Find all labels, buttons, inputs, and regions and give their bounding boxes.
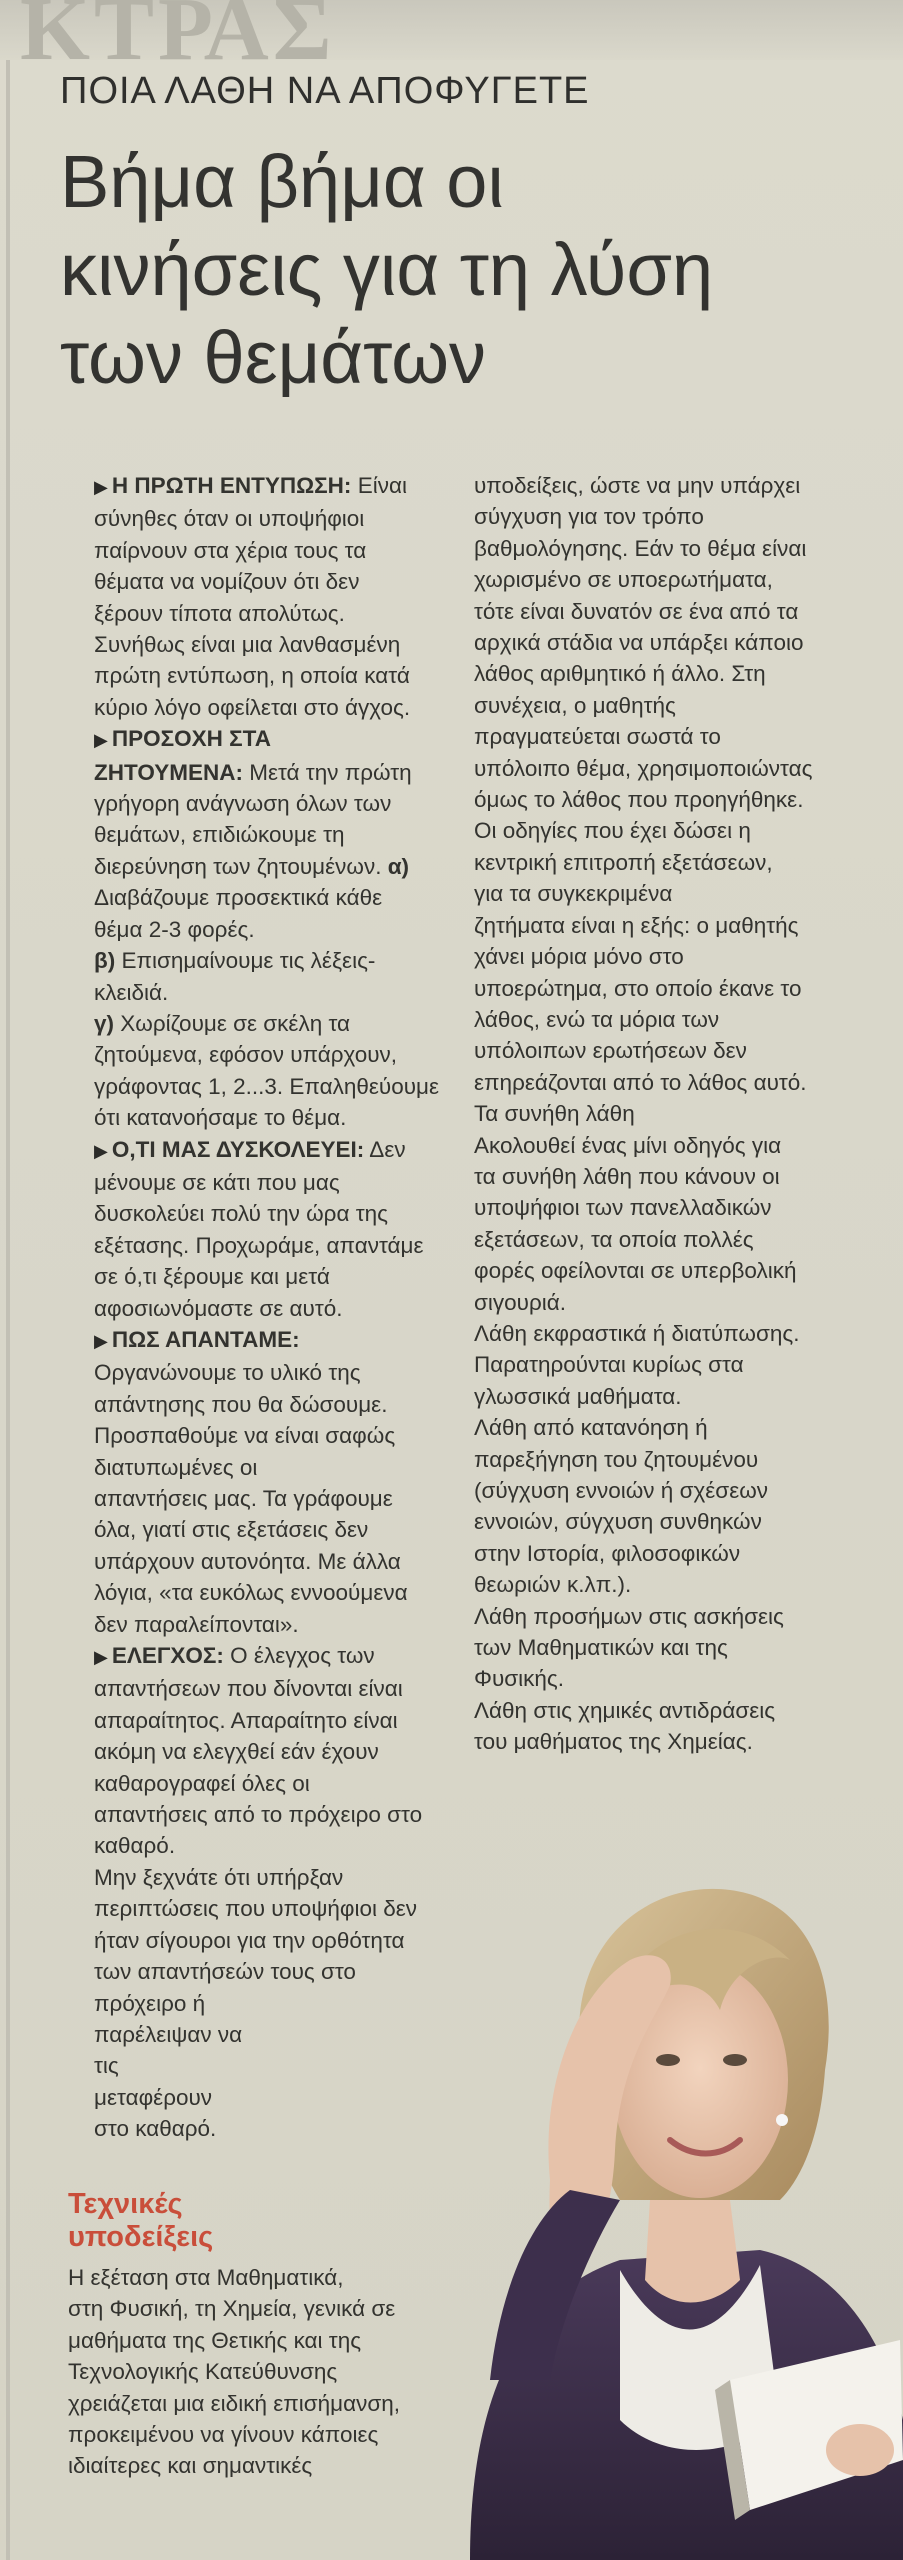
text-line: απαντήσεις μας. Τα γράφουμε	[94, 1486, 393, 1511]
text-line: στη Φυσική, τη Χημεία, γενικά σε	[68, 2296, 396, 2322]
student-photo	[430, 1820, 903, 2560]
paragraph-lead: ΠΩΣ ΑΠΑΝΤΑΜΕ:	[111, 1326, 300, 1352]
text-line: (σύγχυση εννοιών ή σχέσεων	[474, 1478, 769, 1503]
paragraph-check	[66, 1640, 446, 1673]
kicker: ΠΟΙΑ ΛΑΘΗ ΝΑ ΑΠΟΦΥΓΕΤΕ	[60, 70, 590, 112]
text-line: Λάθη από κατανόηση ή	[474, 1415, 708, 1441]
text-line: ήταν σίγουροι για την ορθότητα	[94, 1927, 405, 1953]
text-line: όμως το λάθος που προηγήθηκε.	[474, 787, 804, 813]
text-line: κύριο λόγο οφείλεται στο άγχος.	[94, 694, 411, 720]
previous-page-bleed	[0, 0, 903, 60]
paragraph-attention	[66, 723, 446, 756]
text-line: ζητήματα είναι η εξής: ο μαθητής	[474, 912, 799, 938]
text-line: Παρατηρούνται κυρίως στα	[474, 1352, 744, 1378]
paragraph-lead: ΖΗΤΟΥΜΕΝΑ:	[94, 759, 243, 785]
text-line: Οργανώνουμε το υλικό της	[94, 1360, 361, 1386]
text-line: υποερώτημα, στο οποίο έκανε το	[474, 975, 802, 1001]
text-line: στην Ιστορία, φιλοσοφικών	[474, 1540, 741, 1566]
triangle-bullet-icon: ▶	[94, 1330, 108, 1351]
text-line: του μαθήματος της Χημείας.	[474, 1729, 753, 1755]
text-line	[66, 851, 446, 882]
triangle-bullet-icon: ▶	[94, 730, 108, 751]
text-line: χάνει μόρια μόνο στο	[474, 944, 684, 970]
headline	[60, 138, 840, 402]
text-line: Τα συνήθη λάθη	[474, 1101, 635, 1127]
text-line: για τα συγκεκριμένα	[474, 881, 673, 907]
text-line: καθαρό.	[94, 1833, 176, 1859]
text-line: υπόλοιπο θέμα, χρησιμοποιώντας	[474, 755, 813, 781]
headline-line: κινήσεις για τη λύση	[60, 228, 714, 311]
text-line: Οι οδηγίες που έχει δώσει η	[474, 818, 751, 844]
text-line: μαθήματα της Θετικής και της	[68, 2327, 362, 2353]
section-body	[68, 2262, 488, 2482]
triangle-bullet-icon: ▶	[94, 477, 108, 497]
paragraph-first-impression	[66, 470, 446, 503]
text-line: διατυπωμένες οι	[94, 1454, 258, 1480]
headline-line: Βήμα βήμα οι	[60, 140, 504, 223]
text-line: καθαρογραφεί όλες οι	[94, 1770, 310, 1796]
paragraph-lead: Ο,ΤΙ ΜΑΣ ΔΥΣΚΟΛΕΥΕΙ:	[111, 1136, 365, 1162]
section-title-line: Τεχνικές	[68, 2188, 183, 2220]
headline-line: των θεμάτων	[60, 316, 487, 399]
text-line: δυσκολεύει πολύ την ώρα της	[94, 1201, 388, 1227]
text-line: λάθος αριθμητικό ή άλλο. Στη	[474, 661, 766, 687]
text-line: πρόχειρο ή	[94, 1990, 206, 2016]
text-line: υπάρχουν αυτονόητα. Με άλλα	[94, 1548, 401, 1574]
text-line: Τεχνολογικής Κατεύθυνσης	[68, 2359, 338, 2385]
left-column	[66, 470, 446, 2145]
text-line: Η εξέταση στα Μαθηματικά,	[68, 2265, 344, 2290]
text-line: προκειμένου να γίνουν κάποιες	[68, 2422, 379, 2448]
text-line: παρέλειψαν να	[94, 2021, 243, 2047]
text-line: των απαντήσεών τους στο	[94, 1959, 356, 1985]
text-line: Ο έλεγχος των	[223, 1643, 375, 1669]
text-line: Επισημαίνουμε τις λέξεις-	[115, 948, 376, 974]
fold-shadow	[6, 60, 10, 2560]
text-line	[66, 757, 446, 788]
text-line: περιπτώσεις που υποψήφιοι δεν	[94, 1896, 418, 1922]
text-line: Συνήθως είναι μια λανθασμένη	[94, 632, 401, 658]
text-line: των Μαθηματικών και της	[474, 1635, 728, 1661]
text-line: γρήγορη ανάγνωση όλων των	[94, 791, 392, 817]
text-line: παρεξήγηση του ζητουμένου	[474, 1446, 759, 1472]
triangle-bullet-icon: ▶	[94, 1140, 108, 1161]
text-line: σε ό,τι ξέρουμε και μετά	[94, 1264, 330, 1290]
text-line: εννοιών, σύγχυση συνθηκών	[474, 1509, 762, 1535]
text-line: παίρνουν στα χέρια τους τα	[94, 537, 367, 563]
text-line: σύνηθες όταν οι υποψήφιοι	[94, 506, 365, 532]
text-line: Φυσικής.	[474, 1666, 564, 1692]
text-line: ακόμη να ελεγχθεί εάν έχουν	[94, 1739, 379, 1765]
text-line: δεν παραλείπονται».	[94, 1611, 299, 1637]
text-line: διερεύνηση των ζητουμένων.	[94, 853, 382, 879]
text-line: εξέτασης. Προχωράμε, απαντάμε	[94, 1232, 424, 1258]
text-line: Λάθη προσήμων στις ασκήσεις	[474, 1603, 784, 1629]
text-line: θέμα 2-3 φορές.	[94, 916, 255, 942]
paragraph-how-we-answer	[66, 1324, 446, 1357]
text-line: σύγχυση για τον τρόπο	[474, 504, 704, 530]
text-line: Μετά την πρώτη	[242, 759, 412, 785]
triangle-bullet-icon: ▶	[94, 1647, 108, 1668]
text-line: θεωριών κ.λπ.).	[474, 1572, 632, 1598]
text-line: θέματα να νομίζουν ότι δεν	[94, 569, 360, 595]
text-line: Δεν	[364, 1136, 406, 1162]
text-line	[66, 1008, 446, 1039]
text-line: πρώτη εντύπωση, η οποία κατά	[94, 663, 410, 689]
text-line: σιγουριά.	[474, 1289, 567, 1315]
text-line: ζητούμενα, εφόσον υπάρχουν,	[94, 1042, 398, 1068]
section-title	[68, 2188, 213, 2254]
text-line: τις	[94, 2053, 119, 2079]
text-line: θεμάτων, επιδιώκουμε τη	[94, 822, 345, 848]
text-line: κλειδιά.	[94, 979, 169, 1005]
text-line: εξετάσεων, τα οποία πολλές	[474, 1226, 754, 1252]
text-line: ιδιαίτερες και σημαντικές	[68, 2453, 313, 2479]
text-line: υπόλοιπων ερωτήσεων δεν	[474, 1038, 747, 1064]
text-line: αφοσιωνόμαστε σε αυτό.	[94, 1295, 343, 1321]
list-marker: β)	[94, 948, 116, 974]
text-line: τα συνήθη λάθη που κάνουν οι	[474, 1163, 780, 1189]
text-line: Λάθη εκφραστικά ή διατύπωσης.	[474, 1320, 800, 1346]
text-line: Προσπαθούμε να είναι σαφώς	[94, 1423, 396, 1449]
paragraph-lead: Η ΠΡΩΤΗ ΕΝΤΥΠΩΣΗ:	[111, 473, 352, 498]
text-line: όλα, γιατί στις εξετάσεις δεν	[94, 1517, 369, 1543]
paragraph-difficulty	[66, 1134, 446, 1167]
text-line: ξέρουν τίποτα απολύτως.	[94, 600, 345, 626]
text-line: επηρεάζονται από το λάθος αυτό.	[474, 1069, 807, 1095]
text-line: φορές οφείλονται σε υπερβολική	[474, 1258, 797, 1284]
text-line: συνέχεια, ο μαθητής	[474, 692, 676, 718]
section-title-line: υποδείξεις	[68, 2221, 214, 2253]
text-line: πραγματεύεται σωστά το	[474, 724, 721, 750]
text-line: τότε είναι δυνατόν σε ένα από τα	[474, 598, 799, 624]
text-line: ότι κατανοήσαμε το θέμα.	[94, 1105, 347, 1131]
text-line: υποδείξεις, ώστε να μην υπάρχει	[474, 473, 801, 498]
text-line: μένουμε σε κάτι που μας	[94, 1169, 340, 1195]
text-line: γλωσσικά μαθήματα.	[474, 1383, 682, 1409]
text-line: Ακολουθεί ένας μίνι οδηγός για	[474, 1132, 782, 1158]
text-line	[66, 945, 446, 976]
list-marker: α)	[381, 853, 410, 879]
list-marker: γ)	[94, 1010, 115, 1036]
text-line: αρχικά στάδια να υπάρξει κάποιο	[474, 630, 804, 656]
text-line: λάθος, ενώ τα μόρια των	[474, 1006, 720, 1032]
paragraph-lead: ΕΛΕΓΧΟΣ:	[111, 1643, 224, 1669]
text-line: Χωρίζουμε σε σκέλη τα	[114, 1010, 351, 1036]
text-line: βαθμολόγησης. Εάν το θέμα είναι	[474, 535, 807, 561]
right-column	[474, 470, 874, 1758]
text-line: απαντήσεων που δίνονται είναι	[94, 1676, 403, 1702]
text-line: απαραίτητος. Απαραίτητο είναι	[94, 1707, 398, 1733]
paragraph-lead: ΠΡΟΣΟΧΗ ΣΤΑ	[111, 726, 271, 752]
text-line: υποψήφιοι των πανελλαδικών	[474, 1195, 772, 1221]
text-line: χωρισμένο σε υποερωτήματα,	[474, 567, 773, 593]
text-line: απάντησης που θα δώσουμε.	[94, 1391, 388, 1417]
text-line: στο καθαρό.	[94, 2116, 217, 2142]
text-line: γράφοντας 1, 2...3. Επαληθεύουμε	[94, 1073, 440, 1099]
text-line: χρειάζεται μια ειδική επισήμανση,	[68, 2390, 401, 2416]
bleed-letters: ΚΤΡΑΣ	[20, 0, 336, 60]
text-line: Είναι	[351, 473, 407, 498]
text-line: Διαβάζουμε προσεκτικά κάθε	[94, 885, 383, 911]
text-line: κεντρική επιτροπή εξετάσεων,	[474, 849, 773, 875]
text-line: Λάθη στις χημικές αντιδράσεις	[474, 1697, 776, 1723]
text-line: απαντήσεις από το πρόχειρο στο	[94, 1802, 423, 1828]
text-line: λόγια, «τα ευκόλως εννοούμενα	[94, 1580, 408, 1606]
text-line: Μην ξεχνάτε ότι υπήρξαν	[94, 1864, 344, 1890]
text-line: μεταφέρουν	[94, 2084, 213, 2110]
